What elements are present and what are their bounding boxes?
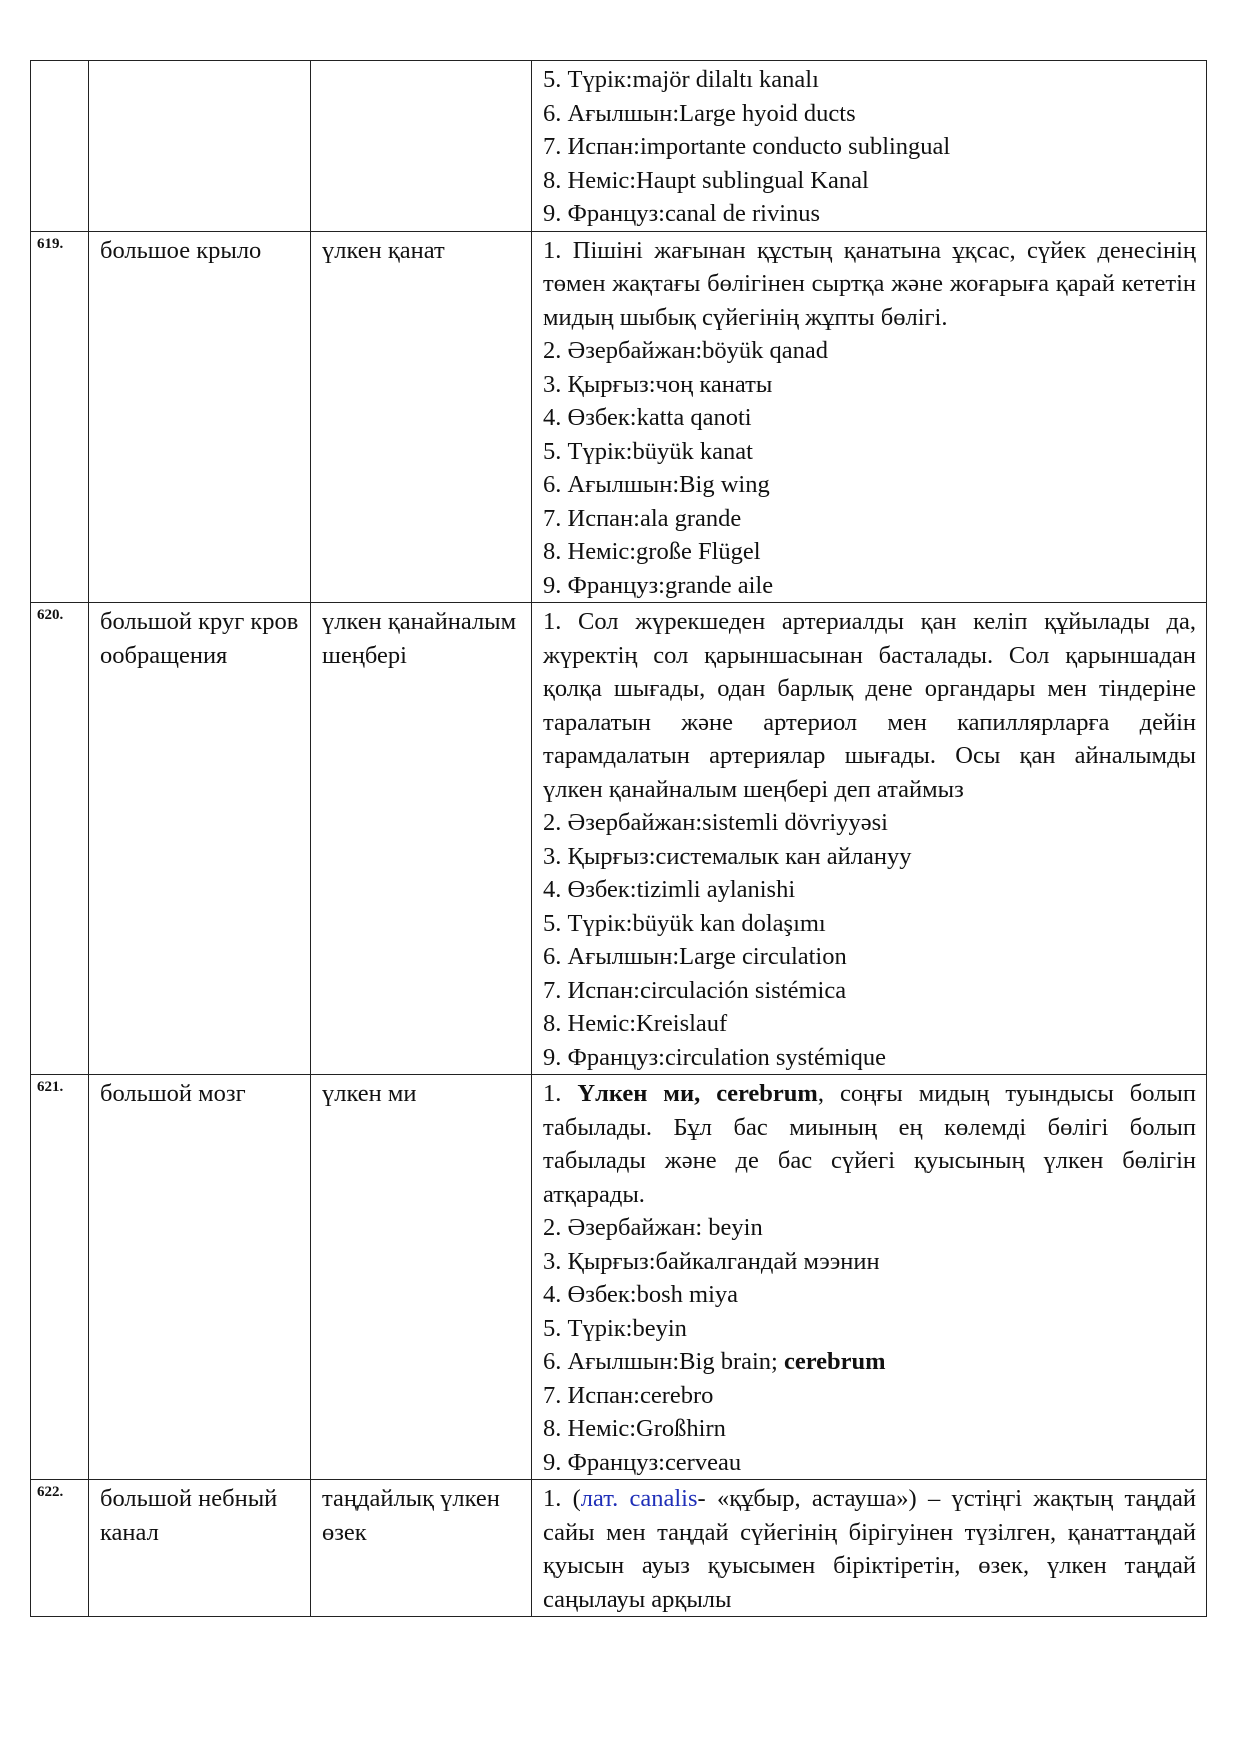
kazakh-term: үлкен қанайналым шеңбері <box>311 603 532 1075</box>
translation-line: 9. Француз:circulation systémique <box>543 1043 887 1071</box>
definition-cell <box>532 61 1207 232</box>
translation-line-plain: 6. Ағылшын:Big brain; <box>543 1348 784 1375</box>
translation-line: 5. Түрік:büyük kan dolaşımı <box>543 909 826 937</box>
translation-line: 4. Өзбек:tizimli aylanishi <box>543 876 796 903</box>
kazakh-term: таңдайлық үлкен өзек <box>311 1480 532 1617</box>
definition-prefix: 1. <box>543 1080 578 1107</box>
definition-cell <box>532 1075 1207 1480</box>
translation-line: 8. Неміс:Kreislauf <box>543 1010 728 1037</box>
kazakh-term <box>311 61 532 232</box>
translation-line: 5. Түрік:majör dilaltı kanalı <box>543 66 819 93</box>
translation-line: 8. Неміс:Großhirn <box>543 1415 726 1442</box>
definition-latin-term: лат. canalis <box>580 1485 698 1512</box>
document-page <box>30 60 1206 1617</box>
translation-line: 3. Қырғыз:байкалгандай мээнин <box>543 1247 880 1275</box>
translation-line: 8. Неміс:große Flügel <box>543 538 761 565</box>
definition-text <box>543 1077 1196 1211</box>
definition-cell <box>532 603 1207 1075</box>
table-row <box>31 231 1207 603</box>
table-row <box>31 603 1207 1075</box>
table-row <box>31 1480 1207 1617</box>
translation-line: 8. Неміс:Haupt sublingual Kanal <box>543 166 869 194</box>
entry-number <box>31 61 89 232</box>
table-row <box>31 61 1207 232</box>
translation-line: 6. Ағылшын:Large circulation <box>543 943 847 970</box>
definition-prefix: 1. ( <box>543 1485 581 1512</box>
definition-rest: , соңғы мидың туындысы болып табылады. Бұл бас миының ең көлемді бөлігі болып табылады және де бас сүйегі қуысының үлкен бөлігін атқарады. <box>543 1080 1196 1208</box>
terminology-table <box>30 60 1207 1617</box>
translation-line: 9. Француз:grande aile <box>543 571 774 599</box>
russian-term: большой круг кровообращения <box>89 603 311 1075</box>
translation-line: 7. Испан:circulación sistémica <box>543 976 847 1004</box>
translation-line: 3. Қырғыз:системалык кан айлануу <box>543 842 912 870</box>
translation-line <box>543 1345 1196 1379</box>
definition-rest: - «құбыр, астауша») – үстіңгі жақтың таңдай сайы мен таңдай сүйегінің бірігуінен түзілген, қанаттаңдай қуысын ауыз қуысымен біріктіретін, өзек, үлкен таңдай саңылауы арқылы <box>543 1485 1196 1613</box>
kazakh-term: үлкен қанат <box>311 231 532 603</box>
translation-line: 3. Қырғыз:чоң канаты <box>543 370 773 398</box>
russian-term: большой мозг <box>89 1075 311 1480</box>
translation-line: 4. Өзбек:bosh miya <box>543 1281 738 1308</box>
translation-line: 9. Француз:cerveau <box>543 1448 742 1476</box>
translation-line: 7. Испан:importante conducto sublingual <box>543 133 951 160</box>
translation-line: 7. Испан:ala grande <box>543 504 742 532</box>
translation-line: 7. Испан:cerebro <box>543 1381 714 1409</box>
kazakh-term: үлкен ми <box>311 1075 532 1480</box>
translation-line: 4. Өзбек:katta qanoti <box>543 404 752 431</box>
translation-line: 5. Түрік:beyin <box>543 1314 687 1342</box>
definition-cell <box>532 1480 1207 1617</box>
russian-term <box>89 61 311 232</box>
russian-term: большое крыло <box>89 231 311 603</box>
entry-number: 621. <box>31 1075 89 1480</box>
translation-line: 2. Әзербайжан:sistemli dövriyyəsi <box>543 809 888 836</box>
translation-line: 2. Әзербайжан:böyük qanad <box>543 337 829 364</box>
translation-line: 6. Ағылшын:Big wing <box>543 471 770 498</box>
table-row <box>31 1075 1207 1480</box>
translation-line-bold: cerebrum <box>783 1348 886 1375</box>
translation-line: 9. Француз:canal de rivinus <box>543 200 821 227</box>
translation-line: 2. Әзербайжан: beyin <box>543 1214 763 1241</box>
entry-number: 619. <box>31 231 89 603</box>
definition-bold-term: Үлкен ми, cerebrum <box>577 1080 818 1107</box>
russian-term: большой небный канал <box>89 1480 311 1617</box>
definition-text <box>543 1482 1196 1616</box>
translation-line: 6. Ағылшын:Large hyoid ducts <box>543 99 856 127</box>
entry-number: 622. <box>31 1480 89 1617</box>
definition-cell <box>532 231 1207 603</box>
translation-line: 5. Түрік:büyük kanat <box>543 437 753 465</box>
definition-text: 1. Пішіні жағынан құстың қанатына ұқсас, сүйек денесінің төмен жақтағы бөлігінен сыртқа және жоғарыға қарай кететін мидың шыбық сүйегінің жұпты бөлігі. <box>543 236 1196 331</box>
entry-number: 620. <box>31 603 89 1075</box>
definition-text: 1. Сол жүрекшеден артериалды қан келіп құйылады да, жүректің сол қарыншасынан басталады. Сол қарыншадан қолқа шығады, одан барлық дене органдары мен тіндеріне таралатын және артериол мен капиллярларға дейін тарамдалатын артериялар шығады. Осы қан айналымды үлкен қанайналым шеңбері деп атаймыз <box>543 608 1196 803</box>
